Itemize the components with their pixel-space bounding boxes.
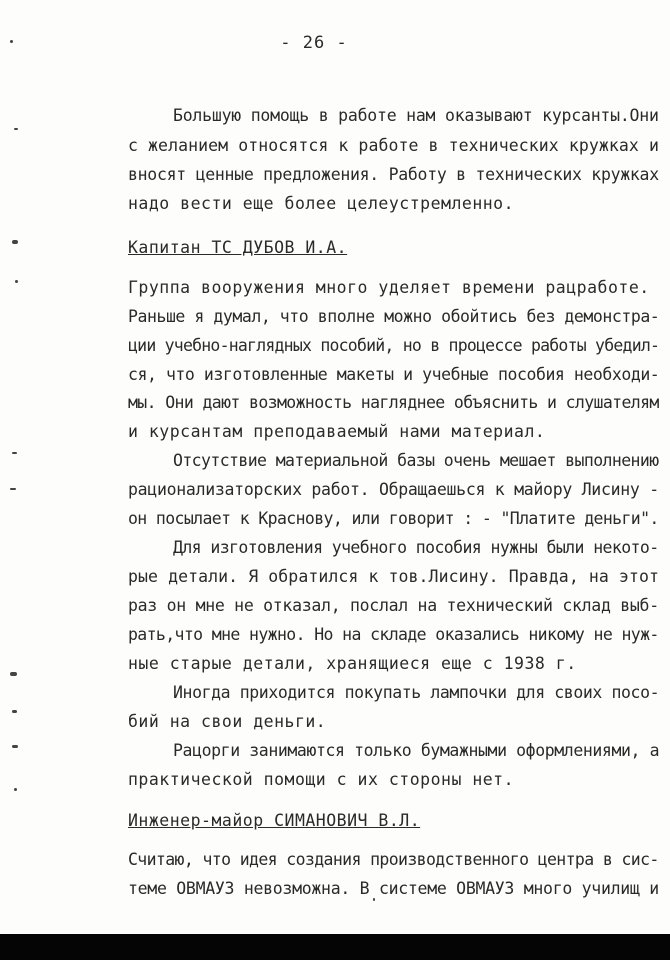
text-line: Отсутствие материальной базы очень мешает выполнению <box>173 451 659 470</box>
text-line: Рацорги занимаются только бумажными оформлениями, а <box>173 741 660 760</box>
text-line: с желанием относятся к работе в технических кружках и <box>128 136 659 155</box>
scan-speck <box>10 672 17 676</box>
scan-speck <box>14 788 17 791</box>
page-number: - 26 - <box>280 33 348 53</box>
text-line: ции учебно-наглядных пособий, но в процессе работы убедил- <box>128 336 660 355</box>
text-line: рые детали. Я обратился к тов.Лисину. Правда, на этот <box>128 567 659 586</box>
text-line: бий на свои деньги. <box>128 712 327 731</box>
text-line: и курсантам преподаваемый нами материал. <box>128 422 546 441</box>
text-line: вносят ценные предложения. Работу в технических кружках <box>128 165 659 184</box>
text-line: ся, что изготовленные макеты и учебные пособия необходи- <box>128 365 660 384</box>
scan-speck <box>12 745 18 748</box>
speaker-name: Капитан ТС ДУБОВ И.А. <box>128 238 348 257</box>
text-line: ные старые детали, хранящиеся еще с 1938 г. <box>128 654 577 673</box>
scan-speck <box>15 280 18 283</box>
scan-speck <box>12 452 17 454</box>
text-line: мы. Они дают возможность нагляднее объяснить и слушателям <box>128 393 659 412</box>
scan-speck <box>14 128 18 130</box>
scan-speck <box>10 40 13 43</box>
text-line: рать,что мне нужно. Но на складе оказались никому не нуж- <box>128 625 659 644</box>
text-line: теме ОВМАУЗ невозможна. В системе ОВМАУЗ много училищ и <box>128 879 659 898</box>
scan-bottom-edge <box>0 934 670 960</box>
speaker-name: Инженер-майор СИМАНОВИЧ В.Л. <box>128 811 421 830</box>
text-line: надо вести еще более целеустремленно. <box>128 194 515 213</box>
scan-speck <box>12 710 17 713</box>
text-line: Считаю, что идея создания производственного центра в сис- <box>128 850 659 869</box>
text-line: Группа вооружения много уделяет времени рацработе. <box>128 278 650 297</box>
text-line: Для изготовления учебного пособия нужны были некото- <box>173 538 659 557</box>
scan-speck <box>10 488 16 490</box>
text-line: он посылает к Краснову, или говорит : - "Платите деньги". <box>128 509 659 528</box>
text-line: рационализаторских работ. Обращаешься к майору Лисину - <box>128 480 659 499</box>
text-line: Большую помощь в работе нам оказывают курсанты.Они <box>173 106 659 125</box>
text-line: раз он мне не отказал, послал на технический склад выб- <box>128 596 659 615</box>
text-line: Иногда приходится покупать лампочки для своих посо- <box>173 683 660 702</box>
scan-speck <box>373 898 375 901</box>
scan-speck <box>12 240 18 244</box>
text-line: практической помощи с их стороны нет. <box>128 770 515 789</box>
text-line: Раньше я думал, что вполне можно обойтись без демонстра- <box>128 307 660 326</box>
